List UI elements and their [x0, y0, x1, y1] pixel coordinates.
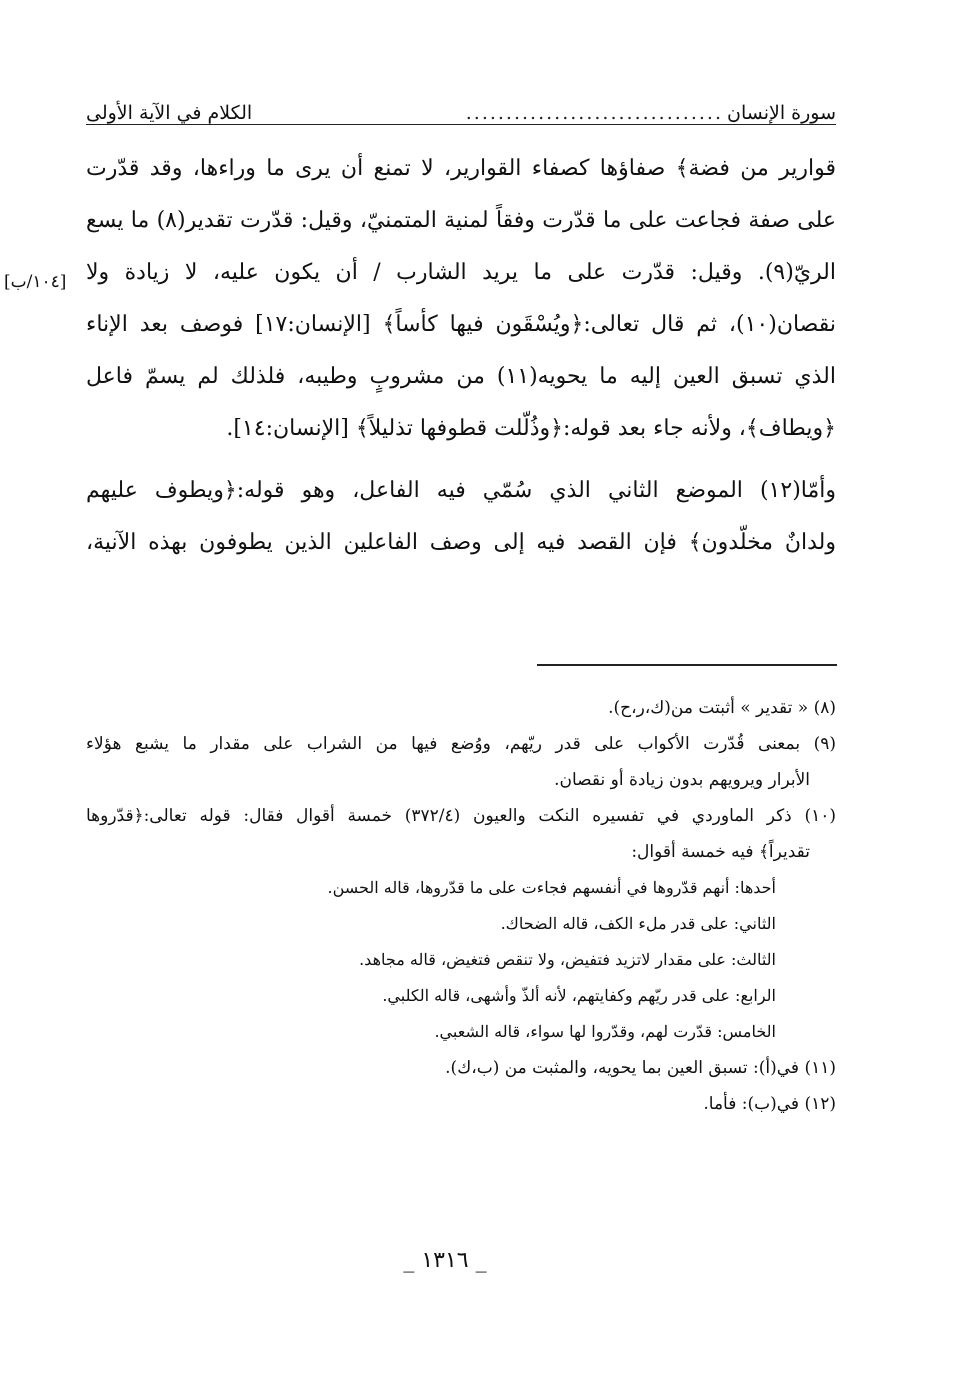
footnote-10-opinion-2: الثاني: على قدر ملء الكف، قاله الضحاك. [500, 914, 776, 933]
body-line: ﴿ويطاف﴾، ولأنه جاء بعد قوله:﴿وذُلّلت قطوفها تذليلاً﴾ [الإنسان:١٤]. [226, 416, 836, 441]
footnotes [86, 690, 836, 1122]
main-text [86, 143, 836, 569]
manuscript-folio-reference: [١٠٤/ب] [4, 272, 67, 292]
footnote-11: (١١) في(أ): تسبق العين بما يحويه، والمثبت من (ب،ك). [445, 1058, 836, 1078]
footnote-9: (٩) بمعنى قُدّرت الأكواب على قدر ريّهم، ووُضع فيها من الشراب على مقدار ما يشبع هؤلاء [86, 734, 836, 754]
footnote-10-opinion-1: أحدها: أنهم قدّروها في أنفسهم فجاءت على ما قدّروها، قاله الحسن. [327, 878, 776, 897]
body-line: الريّ(٩). وقيل: قدّرت على ما يريد الشارب / أن يكون عليه، لا زيادة ولا [86, 260, 836, 285]
header-section-title: الكلام في الآية الأولى [86, 102, 253, 124]
footnote-10-continued: تقديراً﴾ فيه خمسة أقوال: [631, 842, 810, 862]
footnote-9-continued: الأبرار ويرويهم بدون زيادة أو نقصان. [554, 770, 810, 790]
footnote-separator [537, 664, 837, 666]
body-line: نقصان(١٠)، ثم قال تعالى:﴿ويُسْقَون فيها كأساً﴾ [الإنسان:١٧] فوصف بعد الإناء [86, 312, 836, 337]
body-line: على صفة فجاعت على ما قدّرت وفقاً لمنية المتمنيّ، وقيل: قدّرت تقدير(٨) ما يسع [86, 208, 836, 233]
header-leader-dots: ................................ [465, 102, 723, 124]
footnote-10-opinion-3: الثالث: على مقدار لاتزيد فتفيض، ولا تنقص فتغيض، قاله مجاهد. [359, 950, 776, 969]
footnote-10: (١٠) ذكر الماوردي في تفسيره النكت والعيون (٣٧٢/٤) خمسة أقوال فقال: قوله تعالى:﴿قدّروها [86, 806, 836, 826]
body-line: الذي تسبق العين إليه ما يحويه(١١) من مشروبٍ وطيبه، فلذلك لم يسمّ فاعل [86, 364, 836, 389]
footnote-12: (١٢) في(ب): فأما. [703, 1094, 836, 1114]
page-number: _ ١٣١٦ _ [403, 1248, 487, 1273]
body-line: ولدانٌ مخلّدون﴾ فإن القصد فيه إلى وصف الفاعلين الذين يطوفون بهذه الآنية، [86, 530, 836, 555]
footnote-10-opinion-5: الخامس: قدّرت لهم، وقدّروا لها سواء، قاله الشعبي. [434, 1022, 776, 1041]
body-line: قوارير من فضة﴾ صفاؤها كصفاء القوارير، لا تمنع أن يرى ما وراءها، وقد قدّرت [86, 156, 836, 181]
header-surah-title: سورة الإنسان [727, 102, 836, 124]
body-line: وأمّا(١٢) الموضع الثاني الذي سُمّي فيه الفاعل، وهو قوله:﴿ويطوف عليهم [86, 478, 836, 503]
running-header [86, 84, 836, 125]
footnote-8: (٨) « تقدير » أثبتت من(ك،ر،ح). [608, 698, 836, 718]
footnote-10-opinion-4: الرابع: على قدر ريّهم وكفايتهم، لأنه ألذّ وأشهى، قاله الكلبي. [382, 986, 776, 1005]
